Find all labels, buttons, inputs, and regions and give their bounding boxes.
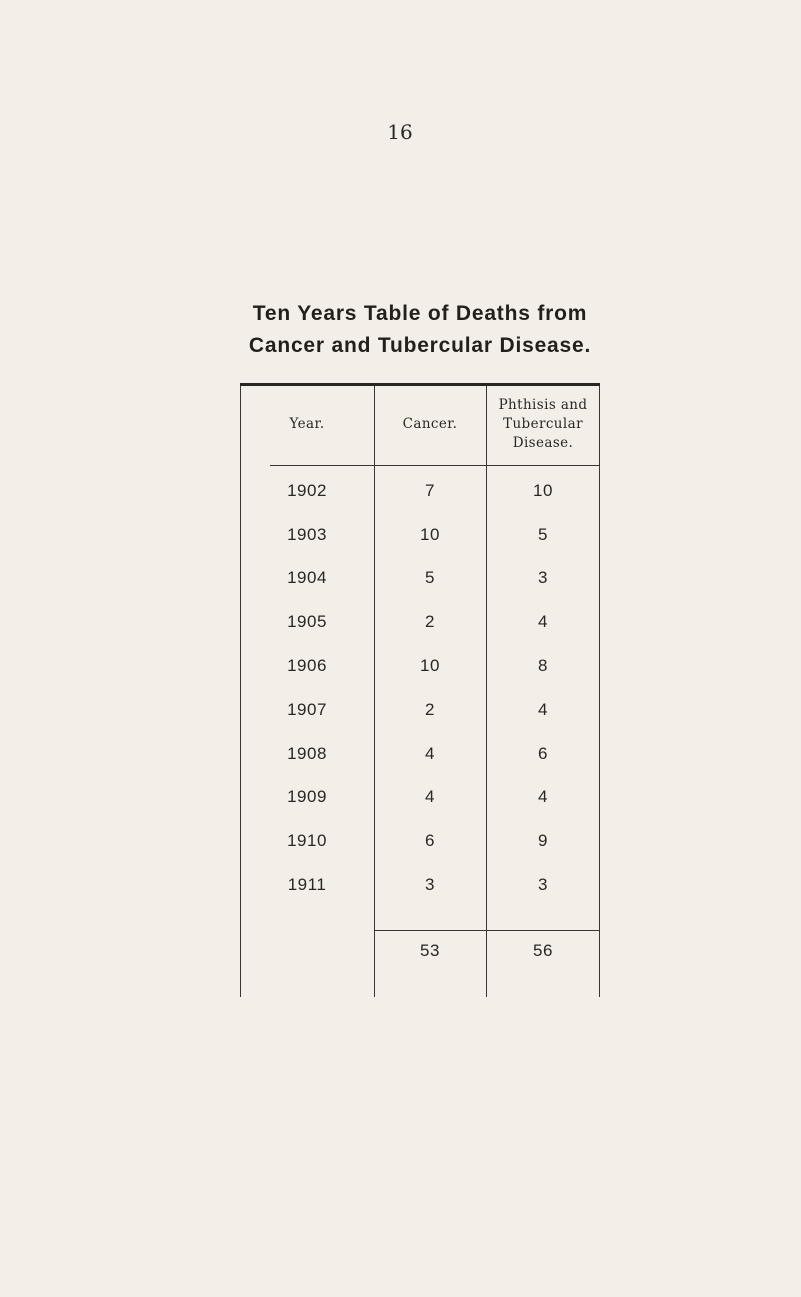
table-title-line-2: Cancer and Tubercular Disease. — [248, 334, 592, 357]
cancer-cell: 4 — [425, 787, 435, 806]
phthisis-cell: 8 — [538, 656, 548, 675]
phthisis-cell: 9 — [538, 831, 548, 850]
header-year: Year. — [289, 416, 325, 432]
page-number: 16 — [387, 120, 413, 144]
header-phthisis — [486, 396, 600, 453]
header-phthisis-line-1: Phthisis and — [498, 397, 588, 413]
year-cell: 1909 — [287, 787, 327, 806]
column-divider-2 — [486, 386, 487, 997]
year-cell: 1902 — [287, 481, 327, 500]
header-phthisis-line-3: Disease. — [512, 435, 574, 451]
cancer-cell: 3 — [425, 875, 435, 894]
phthisis-cell: 3 — [538, 875, 548, 894]
table-top-rule — [240, 383, 600, 386]
phthisis-cell: 5 — [538, 525, 548, 544]
phthisis-cell: 4 — [538, 612, 548, 631]
year-cell: 1904 — [287, 568, 327, 587]
year-cell: 1907 — [287, 700, 327, 719]
cancer-cell: 5 — [425, 568, 435, 587]
totals-rule — [374, 930, 600, 931]
phthisis-cell: 10 — [533, 481, 553, 500]
phthisis-cell: 4 — [538, 700, 548, 719]
cancer-cell: 4 — [425, 744, 435, 763]
year-cell: 1911 — [287, 875, 327, 894]
table-left-edge — [240, 386, 241, 997]
cancer-cell: 2 — [425, 700, 435, 719]
year-cell: 1903 — [287, 525, 327, 544]
header-phthisis-line-2: Tubercular — [503, 416, 583, 432]
cancer-cell: 10 — [420, 656, 440, 675]
year-cell: 1905 — [287, 612, 327, 631]
cancer-cell: 6 — [425, 831, 435, 850]
year-cell: 1908 — [287, 744, 327, 763]
year-cell: 1910 — [287, 831, 327, 850]
header-rule — [270, 465, 600, 466]
phthisis-total: 56 — [533, 941, 553, 960]
header-cancer: Cancer. — [402, 416, 458, 432]
cancer-total: 53 — [420, 941, 440, 960]
cancer-cell: 10 — [420, 525, 440, 544]
table-right-edge — [599, 386, 600, 997]
cancer-cell: 2 — [425, 612, 435, 631]
phthisis-cell: 6 — [538, 744, 548, 763]
column-divider-1 — [374, 386, 375, 997]
phthisis-cell: 4 — [538, 787, 548, 806]
deaths-table — [240, 383, 600, 1000]
phthisis-cell: 3 — [538, 568, 548, 587]
year-cell: 1906 — [287, 656, 327, 675]
cancer-cell: 7 — [425, 481, 435, 500]
table-title-line-1: Ten Years Table of Deaths from — [252, 302, 588, 325]
